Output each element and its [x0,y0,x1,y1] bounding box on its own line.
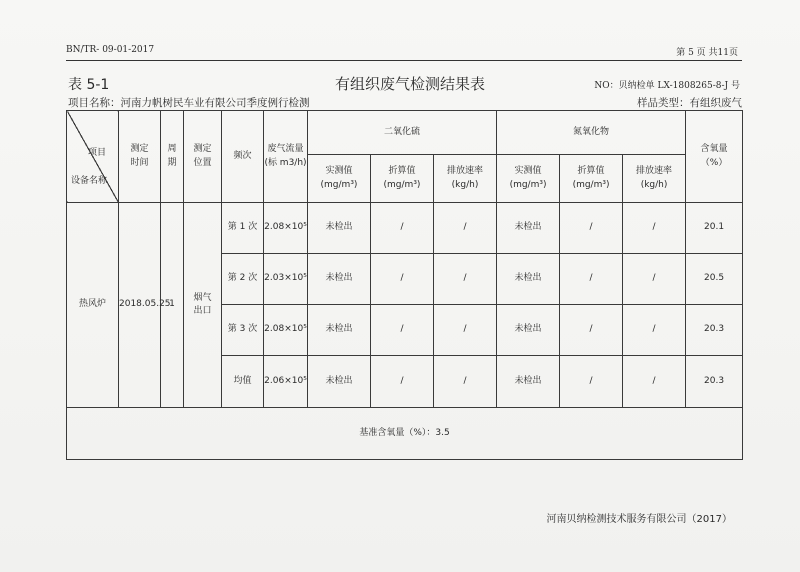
flow-cell: 2.03×10⁵ [264,254,308,305]
equipment-cell: 热风炉 [67,203,119,408]
so2-measured-cell: 未检出 [308,254,371,305]
flow-cell: 2.06×10⁵ [264,356,308,408]
col-cycle-header: 周 期 [161,111,184,203]
so2-measured-cell: 未检出 [308,203,371,254]
nox-measured-cell: 未检出 [497,305,560,356]
col-so2-group-header: 二氧化硫 [308,111,497,155]
oxygen-cell: 20.5 [686,254,743,305]
form-code: BN/TR- 09-01-2017 [66,45,155,55]
oxygen-cell: 20.1 [686,203,743,254]
freq-cell: 第 2 次 [222,254,264,305]
diag-label-equipment: 设备名称 [71,175,108,186]
so2-rate-cell: / [434,356,497,408]
freq-cell: 均值 [222,356,264,408]
page-info: 第 5 页 共11页 [676,48,738,58]
so2-measured-cell: 未检出 [308,356,371,408]
col-frequency-header: 频次 [222,111,264,203]
diag-label-item: 项目 [87,148,106,158]
nox-rate-header: 排放速率 (kg/h) [623,155,686,203]
diagonal-header-cell [67,111,119,203]
so2-rate-cell: / [434,203,497,254]
nox-measured-header: 实测值 (mg/m³) [497,155,560,203]
nox-measured-cell: 未检出 [497,254,560,305]
table-row [67,203,743,254]
results-table [66,110,743,460]
nox-converted-cell: / [560,305,623,356]
nox-rate-cell: / [623,356,686,408]
flow-cell: 2.08×10⁵ [264,203,308,254]
so2-converted-cell: / [371,356,434,408]
flow-cell: 2.08×10⁵ [264,305,308,356]
footnote-cell: 基准含氧量（%）：3.5 [67,408,743,460]
date-cell: 2018.05.25 [119,203,161,408]
col-position-header: 测定 位置 [184,111,222,203]
sample-type: 样品类型：有组织废气 [637,97,742,109]
freq-cell: 第 1 次 [222,203,264,254]
so2-converted-header: 折算值 (mg/m³) [371,155,434,203]
header-divider [66,60,742,61]
freq-cell: 第 3 次 [222,305,264,356]
location-cell: 烟气 出口 [184,203,222,408]
so2-rate-cell: / [434,305,497,356]
nox-converted-header: 折算值 (mg/m³) [560,155,623,203]
col-nox-group-header: 氮氧化物 [497,111,686,155]
nox-converted-cell: / [560,203,623,254]
page-title: 有组织废气检测结果表 [334,75,485,93]
nox-measured-cell: 未检出 [497,356,560,408]
so2-measured-header: 实测值 (mg/m³) [308,155,371,203]
project-name: 项目名称：河南力帆树民车业有限公司季度例行检测 [68,97,310,109]
so2-converted-cell: / [371,254,434,305]
nox-rate-cell: / [623,254,686,305]
col-time-header: 测定 时间 [119,111,161,203]
so2-converted-cell: / [371,203,434,254]
oxygen-cell: 20.3 [686,305,743,356]
nox-rate-cell: / [623,203,686,254]
nox-rate-cell: / [623,305,686,356]
oxygen-cell: 20.3 [686,356,743,408]
col-oxygen-header: 含氧量 （%） [686,111,743,203]
nox-converted-cell: / [560,356,623,408]
nox-measured-cell: 未检出 [497,203,560,254]
cycle-cell: 1 [161,203,184,408]
col-flow-header: 废气流量 (标 m3/h) [264,111,308,203]
so2-measured-cell: 未检出 [308,305,371,356]
company-footer: 河南贝纳检测技术服务有限公司（2017） [546,514,732,525]
table-number: 表 5-1 [68,77,110,93]
so2-rate-cell: / [434,254,497,305]
nox-converted-cell: / [560,254,623,305]
document-number: NO：贝纳检单 LX-1808265-8-J 号 [594,81,740,91]
so2-rate-header: 排放速率 (kg/h) [434,155,497,203]
so2-converted-cell: / [371,305,434,356]
